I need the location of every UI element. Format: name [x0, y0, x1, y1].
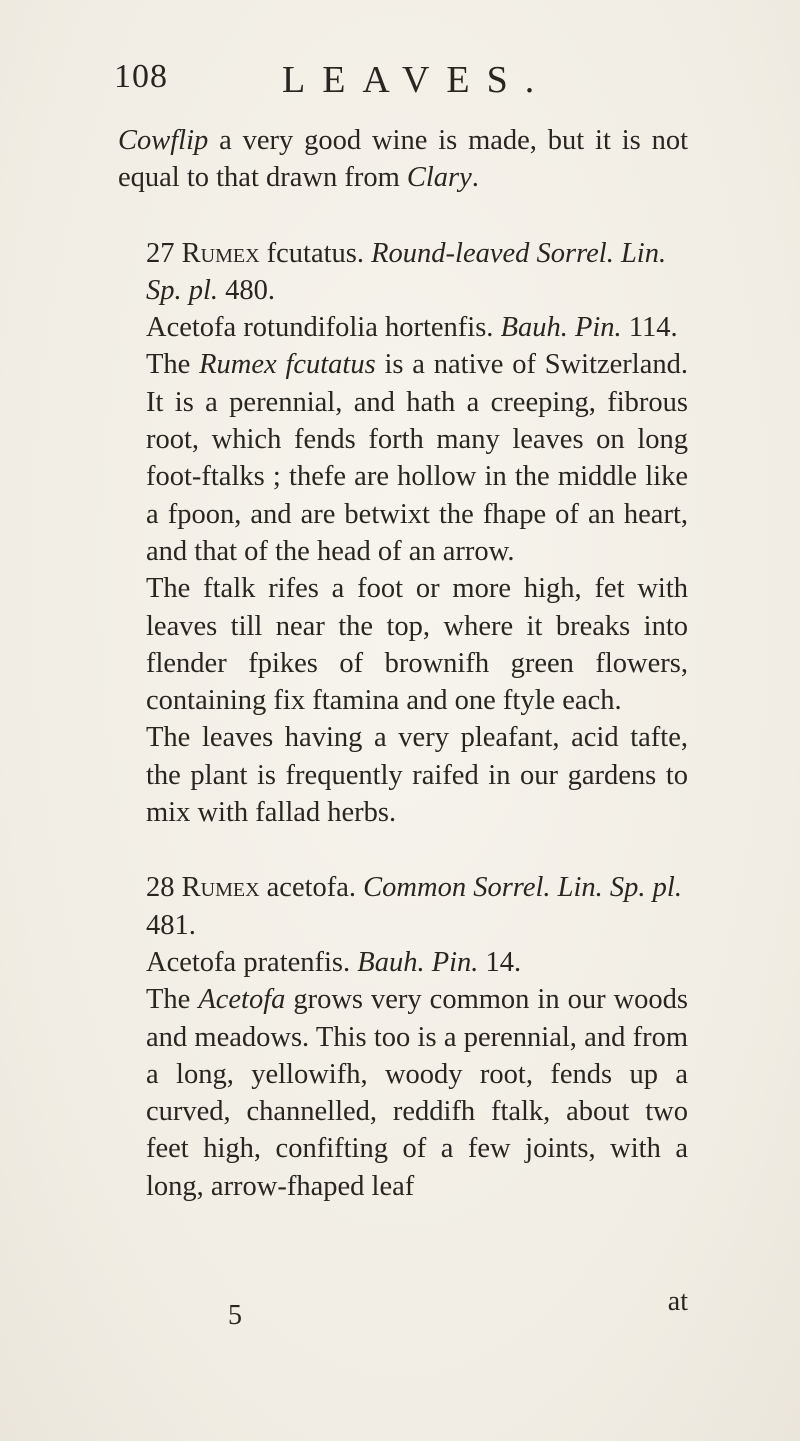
- entry-number: 27: [146, 237, 182, 269]
- entry-27-heading: [118, 235, 688, 310]
- species-name: acetofa.: [259, 872, 364, 904]
- entry-27-use-paragraph: The leaves having a very pleafant, acid tafte, the plant is frequently raifed in our gardens to mix with fallad herbs.: [146, 722, 688, 829]
- entry-28-description: The Acetofa grows very common in our woods and meadows. This too is a perennial, and from a long, yellowifh, woody root, fends up a curved, channelled, reddifh ftalk, about two feet high, confifting of a few joints, with a long, arrow-fhaped leaf: [146, 984, 688, 1202]
- entry-28-synonym: Acetofa pratenfis. Bauh. Pin. 14.: [146, 946, 522, 978]
- entry-28-heading: [118, 869, 688, 944]
- cowslip-term: Cowflip: [118, 125, 209, 156]
- signature-mark: 5: [228, 1300, 242, 1331]
- body-text: [118, 122, 688, 1205]
- page-footer: [118, 1286, 688, 1340]
- entry-number: 28: [146, 872, 182, 904]
- intro-text: a very good wine is made, but it is not equal to that drawn from: [118, 125, 688, 194]
- catchword: at: [667, 1286, 688, 1317]
- common-name: Round-leaved Sorrel. Lin. Sp. pl.: [146, 237, 667, 306]
- clary-term: Clary: [406, 162, 472, 194]
- genus-name: Rumex: [181, 872, 260, 904]
- page-number: 108: [114, 58, 168, 95]
- page-header: [114, 58, 674, 102]
- entry-27-synonym: Acetofa rotundifolia hortenfis. Bauh. Pin. 114.: [146, 312, 678, 344]
- intro-paragraph: Cowflip a very good wine is made, but it is not equal to that drawn from Clary.: [118, 125, 688, 194]
- genus-name: Rumex: [181, 237, 260, 269]
- page-ref: 481.: [146, 909, 196, 941]
- entry-27-description: The Rumex fcutatus is a native of Switzerland. It is a perennial, and hath a creeping, fibrous root, which fends forth many leaves on long foot-ftalks ; thefe are hollow in the middle like a fpoon, and are betwixt the fhape of an heart, and that of the head of an arrow.: [146, 349, 688, 567]
- species-name: fcutatus.: [259, 237, 372, 269]
- running-head: LEAVES.: [282, 59, 552, 101]
- common-name: Common Sorrel. Lin. Sp. pl.: [363, 872, 682, 904]
- page-ref: 480.: [218, 274, 276, 306]
- entry-27-stalk-paragraph: The ftalk rifes a foot or more high, fet with leaves till near the top, where it breaks into flender fpikes of brownifh green flowers, containing fix ftamina and one ftyle each.: [146, 573, 688, 717]
